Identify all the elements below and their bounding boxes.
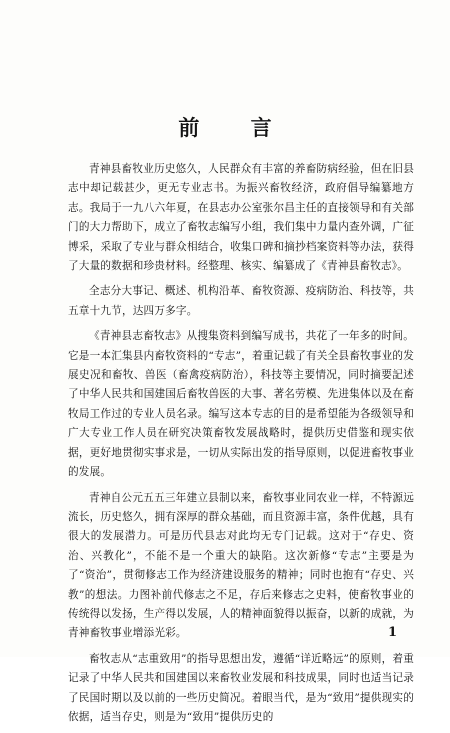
page-number: 1 [388, 625, 398, 640]
paragraph: 全志分大事记、概述、机构沿革、畜牧资源、疫病防治、科技等，共五章十九节，达四万多字。 [68, 285, 414, 317]
body-text [68, 160, 414, 733]
paragraph: 青神县畜牧业历史悠久，人民群众有丰富的养畜防病经验，但在旧县志中却记载甚少，更无专业志书。为振兴畜牧经济，政府倡导编纂地方志。我局于一九八六年夏，在县志办公室张尔昌主任的直接领导和有关部门的大力帮助下，成立了畜牧志编写小组，我们集中力量内查外调，广征博采，采取了专业与群众相结合，收集口碑和摘抄档案资料等办法，获得了大量的数据和珍贵材料。经整理、核实、编纂成了《青神县畜牧志》。 [68, 163, 414, 273]
paragraph: 青神自公元五五三年建立县制以来，畜牧事业同农业一样，不特源远流长，历史悠久，拥有深厚的群众基础，而且资源丰富，条件优越，具有很大的发展潜力。可是历代县志对此均无专门记载。这对于“存史、资治、兴教化”，不能不是一个重大的缺陷。这次新修“专志”主要是为了“资治”，贯彻修志工作为经济建设服务的精神；同时也抱有“存史、兴教”的想法。力图补前代修志之不足，存后来修志之史料，使畜牧事业的传统得以发扬，生产得以发展，人的精神面貌得以振奋，以新的成就，为青神畜牧事业增添光彩。 [68, 491, 414, 640]
page-title: 前 言 [178, 115, 294, 140]
paragraph: 《青神县志畜牧志》从搜集资料到编写成书，共花了一年多的时间。它是一本汇集县内畜牧资料的“专志”，着重记载了有关全县畜牧事业的发展史况和畜牧、兽医（畜禽疫病防治），科技等主要情况，同时摘要記述了中华人民共和国建国后畜牧兽医的大事、著名劳模、先进集体以及在畜牧局工作过的专业人员名录。编写这本专志的目的是希望能为各级领导和广大专业工作人员在研究决策畜牧发展战略时，提供历史借鉴和现实依据，更好地贯彻实事求是，一切从实际出发的指导原则，以促进畜牧事业的发展。 [68, 330, 414, 479]
paragraph: 畜牧志从“志重致用”的指导思想出发，遵循“详近略远”的原则，着重记录了中华人民共和国建国以来畜牧业发展和科技成果，同时也适当记录了民国时期以及以前的一些历史简况。着眼当代，是为“致用”提供现实的依据，适当存史，则是为“致用”提供历史的 [68, 652, 414, 723]
